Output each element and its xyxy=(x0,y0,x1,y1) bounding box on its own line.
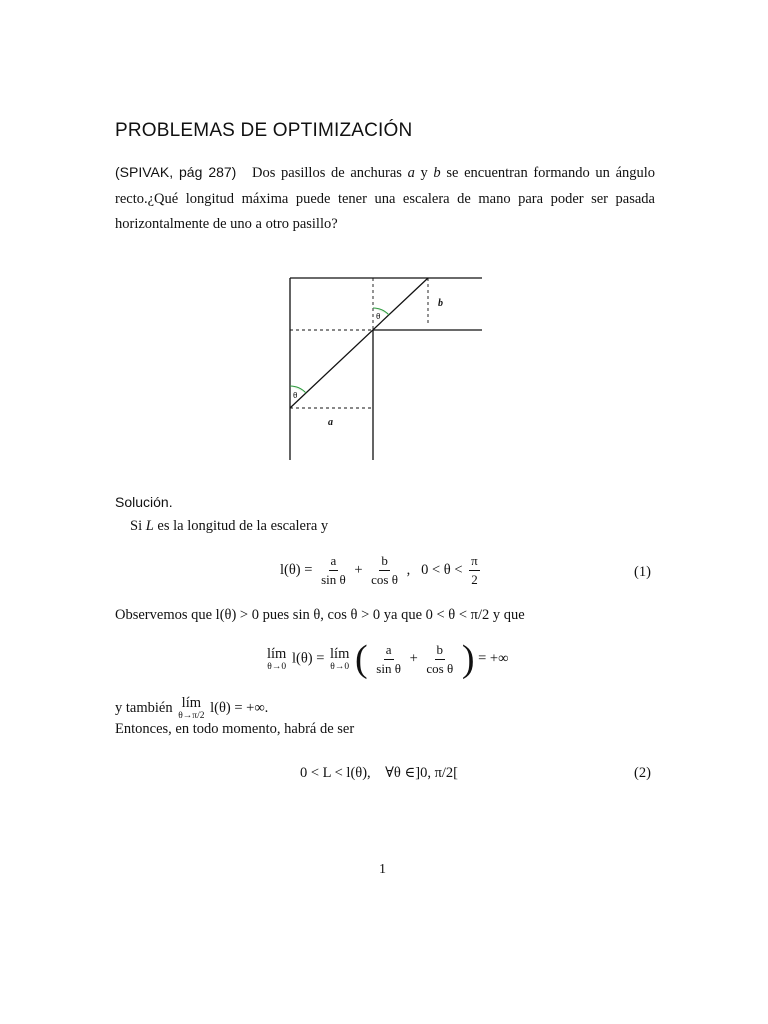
solution-intro-post: es la longitud de la escalera y xyxy=(157,518,329,534)
statement-conj: y xyxy=(420,165,428,181)
eq2-frac-a-num: a xyxy=(384,642,394,660)
eq2-frac-b xyxy=(424,642,455,677)
page-title: PROBLEMAS DE OPTIMIZACIÓN xyxy=(115,120,413,141)
eq2-lim-2 xyxy=(330,647,349,672)
eq2-open-paren: ( xyxy=(355,638,368,680)
also-post: l(θ) = +∞. xyxy=(210,699,269,716)
solution-heading: Solución. xyxy=(115,494,173,510)
also-pre: y también xyxy=(115,699,173,716)
eq2-lim-2-sub: θ→0 xyxy=(330,661,350,672)
var-a: a xyxy=(407,165,415,181)
eq1-frac-b xyxy=(369,553,400,588)
label-a: a xyxy=(328,417,333,428)
eq1-frac-pi-den: 2 xyxy=(471,572,478,587)
angle-label-top: θ xyxy=(376,312,381,321)
equation-number-2: (2) xyxy=(634,765,651,781)
eq2-lim-1 xyxy=(267,647,286,672)
conclusion-text: Entonces, en todo momento, habrá de ser xyxy=(115,721,355,737)
eq2-lim-2-word: lím xyxy=(330,645,350,662)
statement-text-2: se encuentran formando un ángulo recto.¿Qué longitud máxima puede tener una escalera de mano para poder ser pasada horizontalmente de uno a otro pasillo? xyxy=(115,165,656,232)
label-b: b xyxy=(438,298,443,309)
eq2-lim-1-sub: θ→0 xyxy=(267,661,287,672)
var-b: b xyxy=(433,165,441,181)
angle-label-bottom: θ xyxy=(293,391,298,400)
also-lim-sub: θ→π/2 xyxy=(178,711,205,721)
eq2-frac-a-den: sin θ xyxy=(376,660,401,676)
also-limit-text xyxy=(115,696,268,721)
eq2-frac-b-den: cos θ xyxy=(426,660,454,676)
observation-text: Observemos que l(θ) > 0 pues sin θ, cos θ > 0 ya que 0 < θ < π/2 y que xyxy=(115,607,525,623)
statement-text-1: Dos pasillos de anchuras xyxy=(252,165,402,181)
eq2-plus: + xyxy=(409,650,418,667)
eq2-frac-a xyxy=(374,642,403,677)
eq2-lim-1-word: lím xyxy=(267,645,287,662)
also-lim-word: lím xyxy=(181,695,202,711)
eq1-frac-a-den: sin θ xyxy=(321,572,346,587)
equation-2: 0 < L < l(θ), ∀θ ∈]0, π/2[ xyxy=(300,765,458,781)
eq1-frac-pi xyxy=(469,553,480,588)
eq2-lhs-fn: l(θ) = xyxy=(291,650,325,667)
solution-intro xyxy=(130,518,328,535)
equation-number-1: (1) xyxy=(634,564,651,580)
eq1-plus: + xyxy=(354,561,363,578)
equation-limit xyxy=(265,640,508,678)
solution-intro-pre: Si xyxy=(130,518,143,534)
eq1-frac-a xyxy=(319,553,348,588)
eq2-close-paren: ) xyxy=(461,638,475,680)
source-reference: (SPIVAK, pág 287) xyxy=(115,164,237,180)
problem-statement xyxy=(115,160,655,238)
eq1-frac-b-den: cos θ xyxy=(371,572,398,587)
eq1-condition: , 0 < θ < xyxy=(406,561,463,578)
ladder-line xyxy=(290,278,428,408)
var-L: L xyxy=(145,518,154,534)
page-number: 1 xyxy=(379,862,386,877)
corridor-ladder-diagram xyxy=(280,268,500,468)
equation-1 xyxy=(280,553,483,588)
also-lim xyxy=(178,696,204,721)
eq1-lhs: l(θ) = xyxy=(280,561,313,578)
eq1-frac-pi-num: π xyxy=(469,553,480,571)
eq1-frac-a-num: a xyxy=(329,553,339,571)
eq1-frac-b-num: b xyxy=(379,553,390,571)
eq2-frac-b-num: b xyxy=(435,642,446,660)
eq2-rhs: = +∞ xyxy=(478,650,509,667)
